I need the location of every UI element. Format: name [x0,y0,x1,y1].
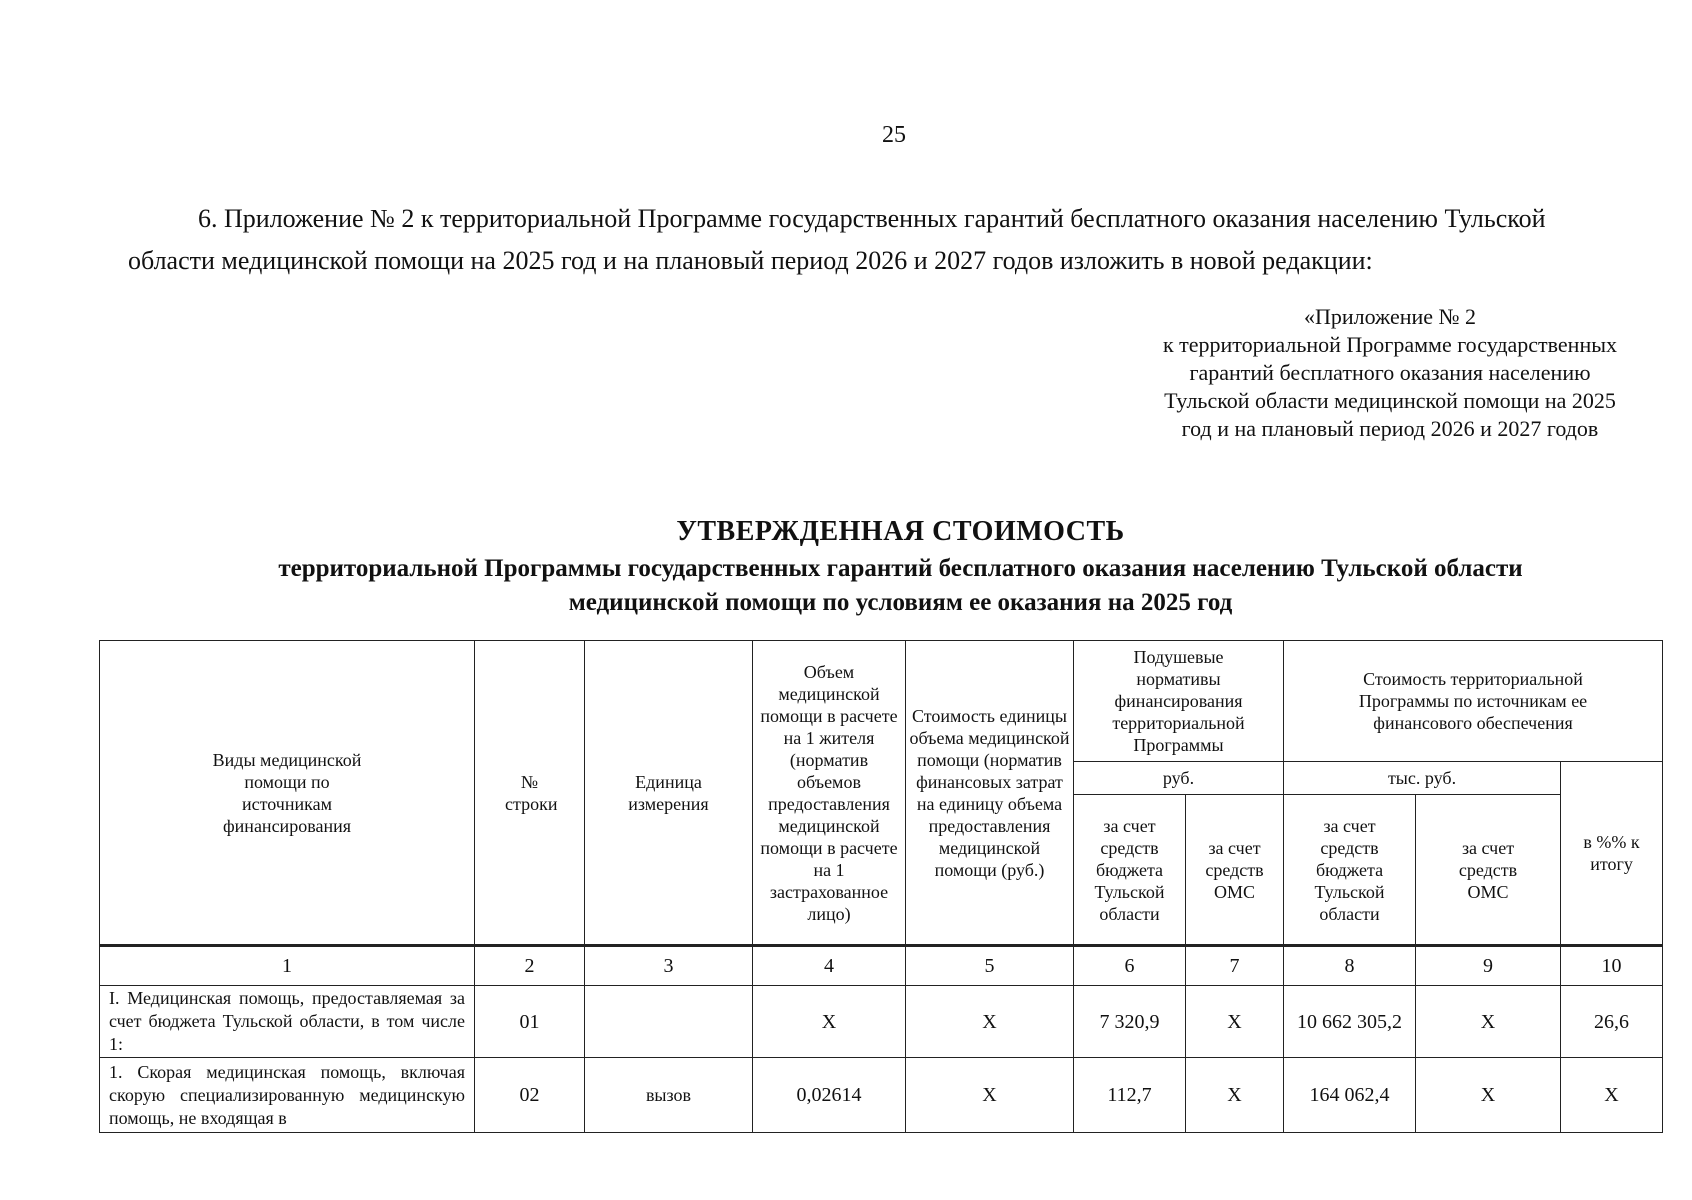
column-number: 5 [906,946,1074,986]
header-row-no: № строки [475,641,585,946]
row-unit-cost: Х [906,986,1074,1058]
row-number: 02 [475,1058,585,1133]
column-number: 7 [1186,946,1284,986]
header-per-capita-budget: за счет средств бюджета Тульской области [1074,795,1186,946]
header-cost-budget: за счет средств бюджета Тульской области [1284,795,1416,946]
row-per-capita-oms: Х [1186,1058,1284,1133]
column-number: 1 [100,946,475,986]
header-unit: Единица измерения [585,641,753,946]
header-thous-rub: тыс. руб. [1284,762,1561,795]
header-per-capita-oms: за счет средств ОМС [1186,795,1284,946]
column-number: 6 [1074,946,1186,986]
intro-line-2: области медицинской помощи на 2025 год и на плановый период 2026 и 2027 годов изложить в новой редакции: [128,246,1373,275]
row-volume: Х [753,986,906,1058]
appendix-line-5: год и на плановый период 2026 и 2027 годов [1181,416,1599,441]
column-number: 4 [753,946,906,986]
column-number: 8 [1284,946,1416,986]
appendix-heading [1110,303,1670,443]
appendix-line-2: к территориальной Программе государственных [1162,332,1618,357]
row-number: 01 [475,986,585,1058]
appendix-line-3: гарантий бесплатного оказания населению [1189,360,1591,385]
row-percent: Х [1561,1058,1663,1133]
row-volume: 0,02614 [753,1058,906,1133]
table-row [100,986,1663,1058]
title-line-2: территориальной Программы государственных гарантий бесплатного оказания населению Тульской области [278,555,1523,582]
header-per-capita: Подушевые нормативы финансирования территориальной Программы [1074,641,1284,762]
intro-paragraph [128,198,1673,282]
header-cost-oms: за счет средств ОМС [1416,795,1561,946]
column-number: 10 [1561,946,1663,986]
row-cost-oms: Х [1416,1058,1561,1133]
column-number: 3 [585,946,753,986]
appendix-line-4: Тульской области медицинской помощи на 2025 [1164,388,1616,413]
table-row [100,1058,1663,1133]
row-cost-oms: Х [1416,986,1561,1058]
row-label: I. Медицинская помощь, предоставляемая за счет бюджета Тульской области, в том числе 1: [100,986,475,1058]
row-label: 1. Скорая медицинская помощь, включая скорую специализированную медицинскую помощь, не входящая в [100,1058,475,1133]
header-percent: в %% к итогу [1561,762,1663,946]
column-number: 2 [475,946,585,986]
column-number: 9 [1416,946,1561,986]
row-per-capita-budget: 112,7 [1074,1058,1186,1133]
row-unit: вызов [585,1058,753,1133]
row-per-capita-oms: Х [1186,986,1284,1058]
appendix-line-1: «Приложение № 2 [1303,304,1477,329]
row-percent: 26,6 [1561,986,1663,1058]
row-unit-cost: Х [906,1058,1074,1133]
row-per-capita-budget: 7 320,9 [1074,986,1186,1058]
header-program-cost: Стоимость территориальной Программы по источникам ее финансового обеспечения [1284,641,1663,762]
row-cost-budget: 10 662 305,2 [1284,986,1416,1058]
document-title [128,512,1673,620]
header-types: Виды медицинской помощи по источникам финансирования [100,641,475,946]
cost-table [99,640,1663,1133]
header-unit-cost: Стоимость единицы объема медицинской помощи (норматив финансовых затрат на единицу объема предоставления медицинской помощи (руб.) [906,641,1074,946]
intro-line-1: 6. Приложение № 2 к территориальной Программе государственных гарантий бесплатного оказания населению Тульской [198,204,1546,233]
header-rub: руб. [1074,762,1284,795]
row-unit [585,986,753,1058]
title-line-3: медицинской помощи по условиям ее оказания на 2025 год [568,589,1233,616]
column-numbers-row [100,946,1663,986]
title-line-1: УТВЕРЖДЕННАЯ СТОИМОСТЬ [676,516,1125,547]
header-volume: Объем медицинской помощи в расчете на 1 жителя (норматив объемов предоставления медицинской помощи в расчете на 1 застрахованное лицо) [753,641,906,946]
page-number: 25 [882,122,906,148]
row-cost-budget: 164 062,4 [1284,1058,1416,1133]
